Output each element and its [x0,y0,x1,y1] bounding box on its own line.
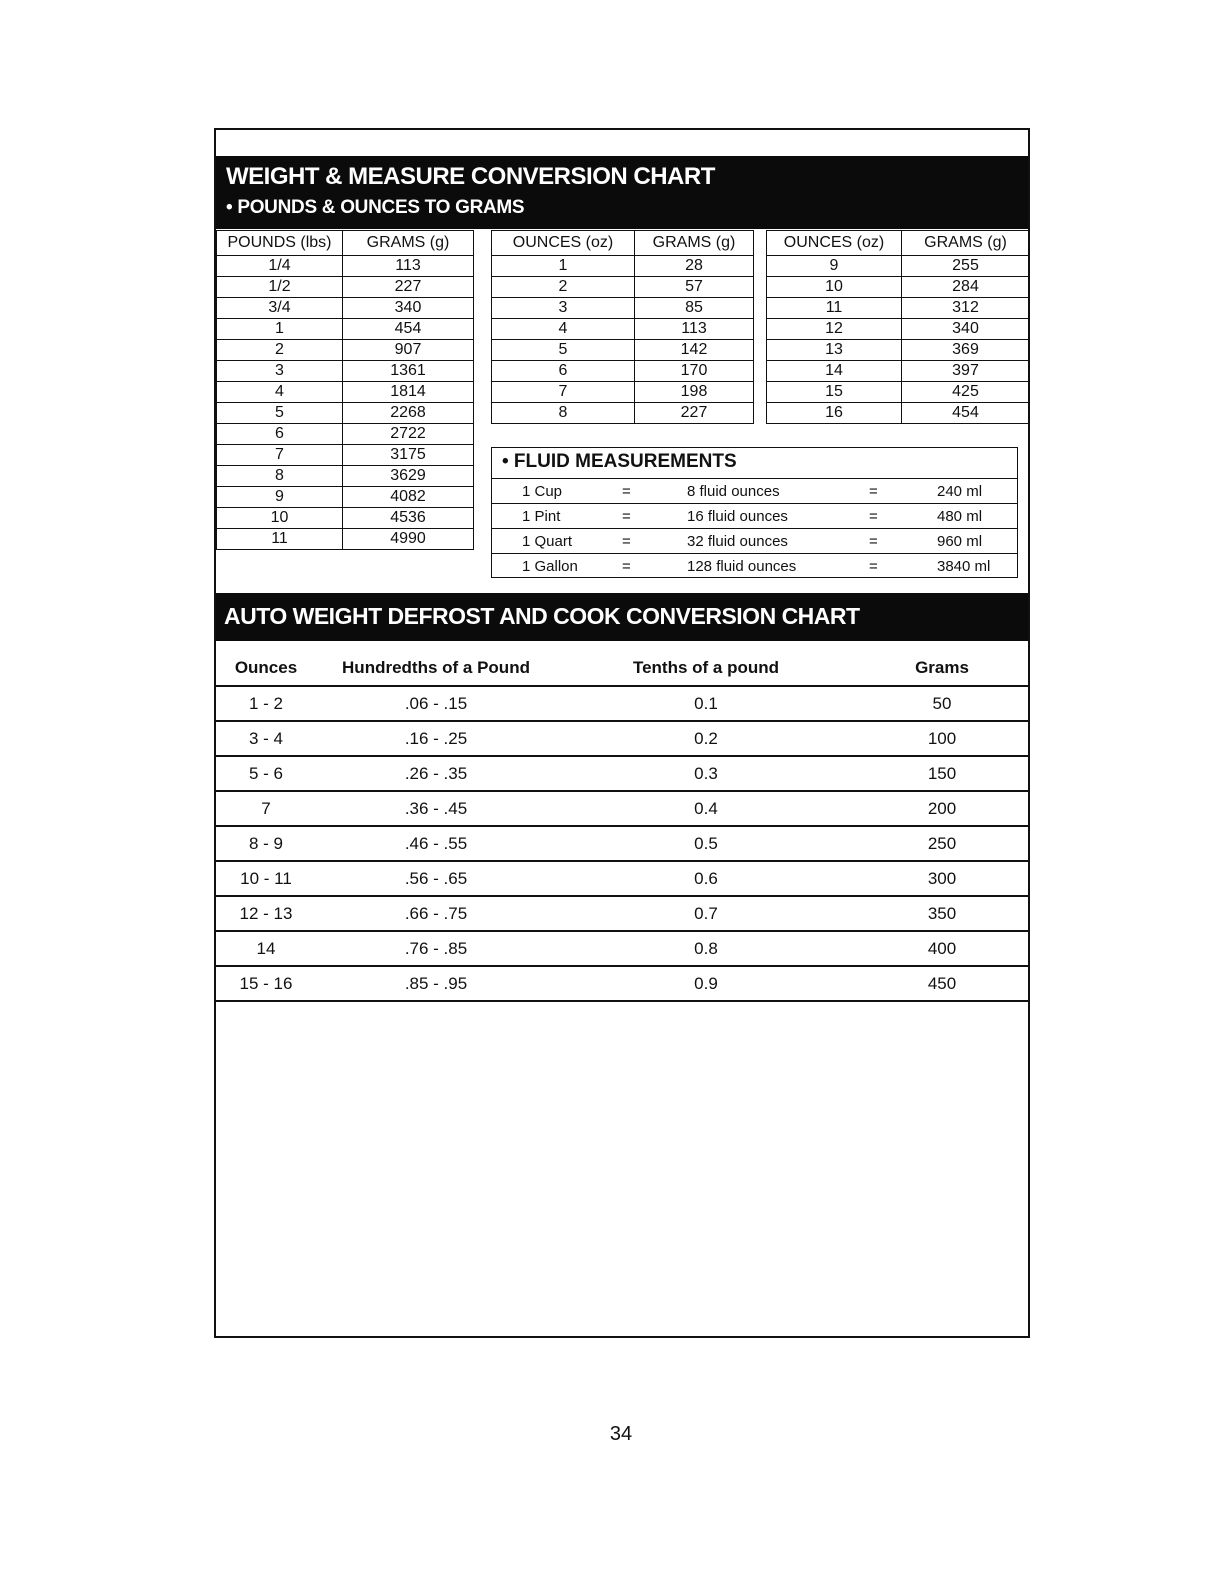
column-header: POUNDS (lbs) [217,231,343,256]
ounces-to-grams-table-1 [491,230,754,424]
table-cell: 150 [856,756,1028,791]
table-row [217,319,474,340]
table-cell: 113 [635,319,754,340]
table-cell: 454 [902,403,1030,424]
fluid-row [492,503,1017,529]
table-cell: 227 [635,403,754,424]
column-header: OUNCES (oz) [492,231,635,256]
table-cell: .36 - .45 [316,791,556,826]
table-cell: 100 [856,721,1028,756]
table-row [217,466,474,487]
table-cell: 57 [635,277,754,298]
table-cell: 5 [217,403,343,424]
table-row [492,340,754,361]
table-cell: 4082 [343,487,474,508]
table-row [216,791,1028,826]
table-row [217,298,474,319]
table-cell: 14 [216,931,316,966]
table-cell: 3 [217,361,343,382]
table-row [767,403,1030,424]
fluid-unit: 1 Cup [522,483,563,500]
table-cell: .46 - .55 [316,826,556,861]
table-cell: .66 - .75 [316,896,556,931]
table-cell: 10 [767,277,902,298]
fluid-ml: 240 ml [937,483,983,500]
table-row [217,403,474,424]
fluid-ml: 480 ml [937,508,983,525]
table-cell: 5 - 6 [216,756,316,791]
table-cell: 10 [217,508,343,529]
column-header-grams: Grams [856,650,1028,686]
table-row [492,256,754,277]
fluid-eq2: = [869,483,878,500]
table-cell: 450 [856,966,1028,1001]
auto-weight-defrost-table [216,650,1028,1002]
table-cell: .16 - .25 [316,721,556,756]
table-cell: 0.1 [556,686,856,721]
table-cell: 0.4 [556,791,856,826]
table-cell: 9 [217,487,343,508]
table-cell: 10 - 11 [216,861,316,896]
table-cell: 7 [216,791,316,826]
table-row [492,382,754,403]
table-cell: .85 - .95 [316,966,556,1001]
table-row [217,445,474,466]
table-cell: 284 [902,277,1030,298]
table-cell: 1/2 [217,277,343,298]
fluid-ml: 960 ml [937,533,983,550]
table-row [492,319,754,340]
table-cell: .76 - .85 [316,931,556,966]
table-cell: 200 [856,791,1028,826]
table-cell: 0.9 [556,966,856,1001]
pounds-to-grams-table [216,230,474,550]
table-cell: 250 [856,826,1028,861]
table-cell: 1/4 [217,256,343,277]
table-row [216,826,1028,861]
table-cell: .26 - .35 [316,756,556,791]
table-row [217,529,474,550]
table-cell: 11 [767,298,902,319]
fluid-oz: 8 fluid ounces [687,483,780,500]
auto-weight-title: AUTO WEIGHT DEFROST AND COOK CONVERSION CHART [224,603,860,629]
table-row [767,256,1030,277]
fluid-eq2: = [869,558,878,575]
table-row [216,861,1028,896]
table-cell: 13 [767,340,902,361]
table-cell: 3629 [343,466,474,487]
table-row [767,340,1030,361]
table-cell: 7 [217,445,343,466]
fluid-ml: 3840 ml [937,558,991,575]
table-row [216,931,1028,966]
table-cell: 3175 [343,445,474,466]
table-row [217,277,474,298]
table-cell: 2722 [343,424,474,445]
fluid-eq2: = [869,508,878,525]
table-cell: 85 [635,298,754,319]
table-cell: 0.5 [556,826,856,861]
table-cell: 4 [217,382,343,403]
table-cell: 3 - 4 [216,721,316,756]
table-row [216,721,1028,756]
ounces-to-grams-table-2 [766,230,1030,424]
table-cell: 12 - 13 [216,896,316,931]
fluid-measurements-title: • FLUID MEASUREMENTS [502,451,737,472]
table-cell: 9 [767,256,902,277]
table-cell: 50 [856,686,1028,721]
table-row [217,382,474,403]
table-cell: 4 [492,319,635,340]
table-cell: 312 [902,298,1030,319]
table-cell: 4990 [343,529,474,550]
table-cell: 0.6 [556,861,856,896]
table-cell: 2268 [343,403,474,424]
table-cell: 4536 [343,508,474,529]
table-row [216,966,1028,1001]
fluid-oz: 32 fluid ounces [687,533,788,550]
table-cell: 255 [902,256,1030,277]
table-cell: 16 [767,403,902,424]
table-row [217,256,474,277]
fluid-row [492,553,1017,579]
weight-measure-header [216,156,1028,229]
table-cell: 300 [856,861,1028,896]
fluid-row [492,478,1017,504]
table-cell: 0.8 [556,931,856,966]
table-cell: 8 - 9 [216,826,316,861]
table-cell: 7 [492,382,635,403]
table-cell: 28 [635,256,754,277]
table-row [216,896,1028,931]
table-cell: 113 [343,256,474,277]
fluid-eq1: = [622,558,631,575]
table-cell: 1 [217,319,343,340]
fluid-eq1: = [622,508,631,525]
table-cell: 400 [856,931,1028,966]
table-cell: 340 [343,298,474,319]
table-row [217,340,474,361]
fluid-unit: 1 Pint [522,508,561,525]
table-row [767,277,1030,298]
table-cell: 11 [217,529,343,550]
table-row [216,686,1028,721]
page-number: 34 [609,1423,633,1445]
table-cell: 1 [492,256,635,277]
column-header: OUNCES (oz) [767,231,902,256]
table-cell: 340 [902,319,1030,340]
table-cell: 2 [492,277,635,298]
table-row [216,756,1028,791]
table-cell: 6 [492,361,635,382]
fluid-oz: 128 fluid ounces [687,558,797,575]
weight-measure-title: WEIGHT & MEASURE CONVERSION CHART [226,163,715,190]
table-cell: 15 [767,382,902,403]
table-cell: .06 - .15 [316,686,556,721]
table-cell: 12 [767,319,902,340]
table-row [767,319,1030,340]
table-cell: 454 [343,319,474,340]
table-cell: 15 - 16 [216,966,316,1001]
table-cell: 369 [902,340,1030,361]
fluid-eq1: = [622,533,631,550]
table-cell: 3/4 [217,298,343,319]
fluid-eq2: = [869,533,878,550]
table-cell: .56 - .65 [316,861,556,896]
column-header: GRAMS (g) [343,231,474,256]
table-cell: 350 [856,896,1028,931]
table-row [492,361,754,382]
table-cell: 142 [635,340,754,361]
table-row [492,298,754,319]
table-row [217,361,474,382]
table-cell: 1814 [343,382,474,403]
fluid-row [492,528,1017,554]
column-header: GRAMS (g) [635,231,754,256]
table-cell: 907 [343,340,474,361]
table-cell: 425 [902,382,1030,403]
column-header-ounces: Ounces [216,650,316,686]
fluid-unit: 1 Quart [522,533,573,550]
fluid-eq1: = [622,483,631,500]
table-row [217,424,474,445]
column-header-hundredths: Hundredths of a Pound [316,650,556,686]
table-row [767,361,1030,382]
table-row [217,487,474,508]
table-row [767,298,1030,319]
table-cell: 8 [217,466,343,487]
table-cell: 1 - 2 [216,686,316,721]
pounds-ounces-subtitle: • POUNDS & OUNCES TO GRAMS [226,197,525,218]
table-cell: 1361 [343,361,474,382]
table-cell: 0.3 [556,756,856,791]
fluid-measurements-box [491,447,1018,578]
table-cell: 14 [767,361,902,382]
table-cell: 0.7 [556,896,856,931]
table-row [492,403,754,424]
table-cell: 0.2 [556,721,856,756]
table-cell: 170 [635,361,754,382]
table-row [492,277,754,298]
table-cell: 3 [492,298,635,319]
table-cell: 5 [492,340,635,361]
table-row [217,508,474,529]
table-cell: 2 [217,340,343,361]
column-header-tenths: Tenths of a pound [556,650,856,686]
table-row [767,382,1030,403]
fluid-oz: 16 fluid ounces [687,508,788,525]
table-cell: 8 [492,403,635,424]
auto-weight-header [216,593,1028,641]
table-cell: 397 [902,361,1030,382]
table-cell: 6 [217,424,343,445]
fluid-unit: 1 Gallon [522,558,578,575]
table-cell: 227 [343,277,474,298]
table-cell: 198 [635,382,754,403]
column-header: GRAMS (g) [902,231,1030,256]
